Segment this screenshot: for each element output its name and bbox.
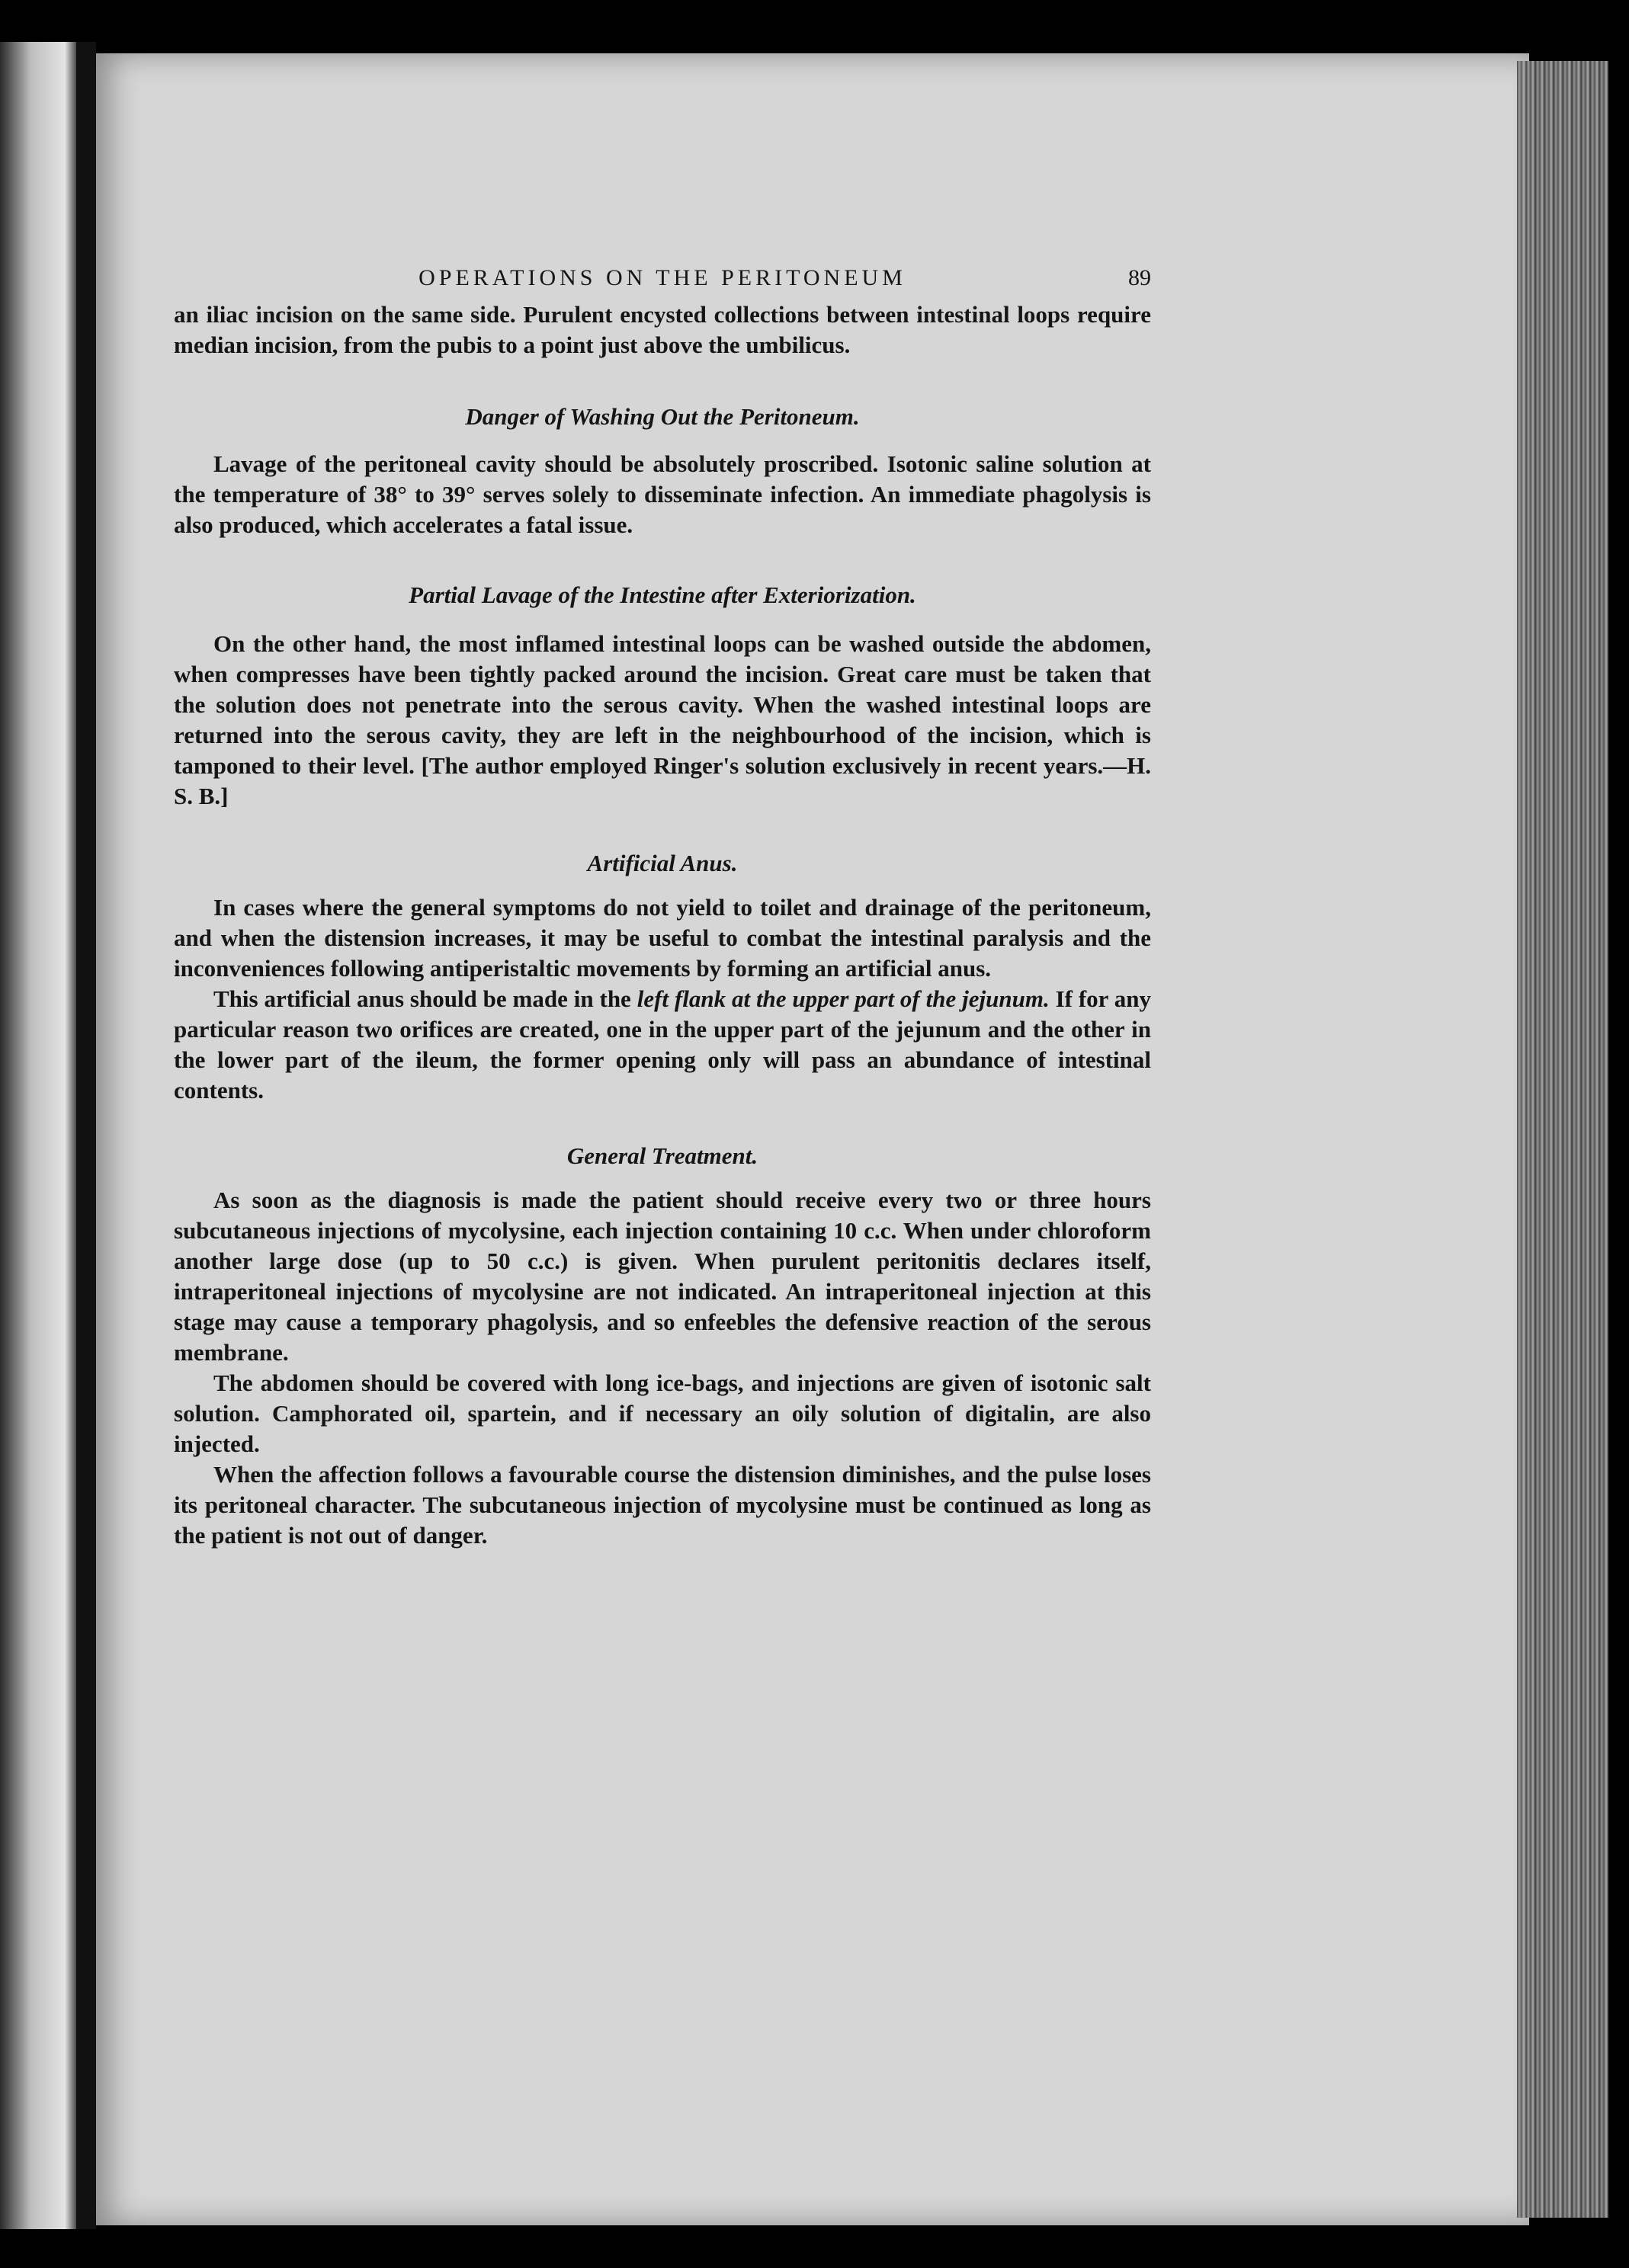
paragraph-ice-bags: The abdomen should be covered with long ice-bags, and injections are given of isotonic salt solution. Camphorated oil, spartein, and if necessary an oily solution of digitalin, are also injected. — [174, 1369, 1151, 1457]
book-gutter — [76, 42, 96, 2229]
heading-general-treatment: General Treatment. — [566, 1142, 758, 1169]
running-head-title: OPERATIONS ON THE PERITONEUM — [418, 265, 906, 290]
heading-partial-lavage: Partial Lavage of the Intestine after Exteriorization. — [409, 581, 916, 608]
page-edges-stack — [1517, 61, 1608, 2218]
paragraph-lavage-proscribed: Lavage of the peritoneal cavity should be absolutely proscribed. Isotonic saline solution at the temperature of 38° to 39° serves solely to disseminate infection. An immediate phagolysis is also produced, which accelerates a fatal issue. — [174, 450, 1151, 538]
site-italic-emphasis: left flank at the upper part of the jejunum. — [637, 985, 1050, 1012]
site-text-end: If for any particular reason two orifices are created, one in the upper part of the jejunum and the other in the lower part of the ileum, the former opening only will pass an abundance of intestinal contents. — [174, 985, 1151, 1104]
paragraph-artificial-anus-indication: In cases where the general symptoms do not yield to toilet and drainage of the peritoneum, and when the distension increases, it may be useful to combat the intestinal paralysis and the inconveniences following antiperistaltic movements by forming an artificial anus. — [174, 894, 1151, 982]
page-number: 89 — [1128, 265, 1151, 290]
previous-page-edge — [0, 42, 76, 2229]
paragraph-partial-lavage: On the other hand, the most inflamed intestinal loops can be washed outside the abdomen, when compresses have been tightly packed around the incision. Great care must be taken that the solution does not penetrate into the serous cavity. When the washed intestinal loops are returned into the serous cavity, they are left in the neighbourhood of the incision, which is tamponed to their level. [The author employed Ringer's solution exclusively in recent years.—H. S. B.] — [174, 630, 1151, 809]
running-head — [174, 263, 1151, 300]
paragraph-favourable-course: When the affection follows a favourable course the distension diminishes, and the pulse loses its peritoneal character. The subcutaneous injection of mycolysine must be continued as long as the patient is not out of danger. — [174, 1461, 1151, 1549]
page-text-block — [174, 263, 1151, 1551]
site-text-start: This artificial anus should be made in the — [213, 985, 637, 1012]
paragraph-continued: an iliac incision on the same side. Purulent encysted collections between intestinal loops require median incision, from the pubis to a point just above the umbilicus. — [174, 301, 1151, 358]
heading-artificial-anus: Artificial Anus. — [587, 850, 738, 876]
heading-danger-of-washing: Danger of Washing Out the Peritoneum. — [465, 403, 860, 430]
paragraph-artificial-anus-site — [174, 984, 1151, 1106]
paragraph-injections: As soon as the diagnosis is made the patient should receive every two or three hours subcutaneous injections of mycolysine, each injection containing 10 c.c. When under chloroform another large dose (up to 50 c.c.) is given. When purulent peritonitis declares itself, intraperitoneal injections of mycolysine are not indicated. An intraperitoneal injection at this stage may cause a temporary phagolysis, and so enfeebles the defensive reaction of the serous membrane. — [174, 1187, 1151, 1366]
